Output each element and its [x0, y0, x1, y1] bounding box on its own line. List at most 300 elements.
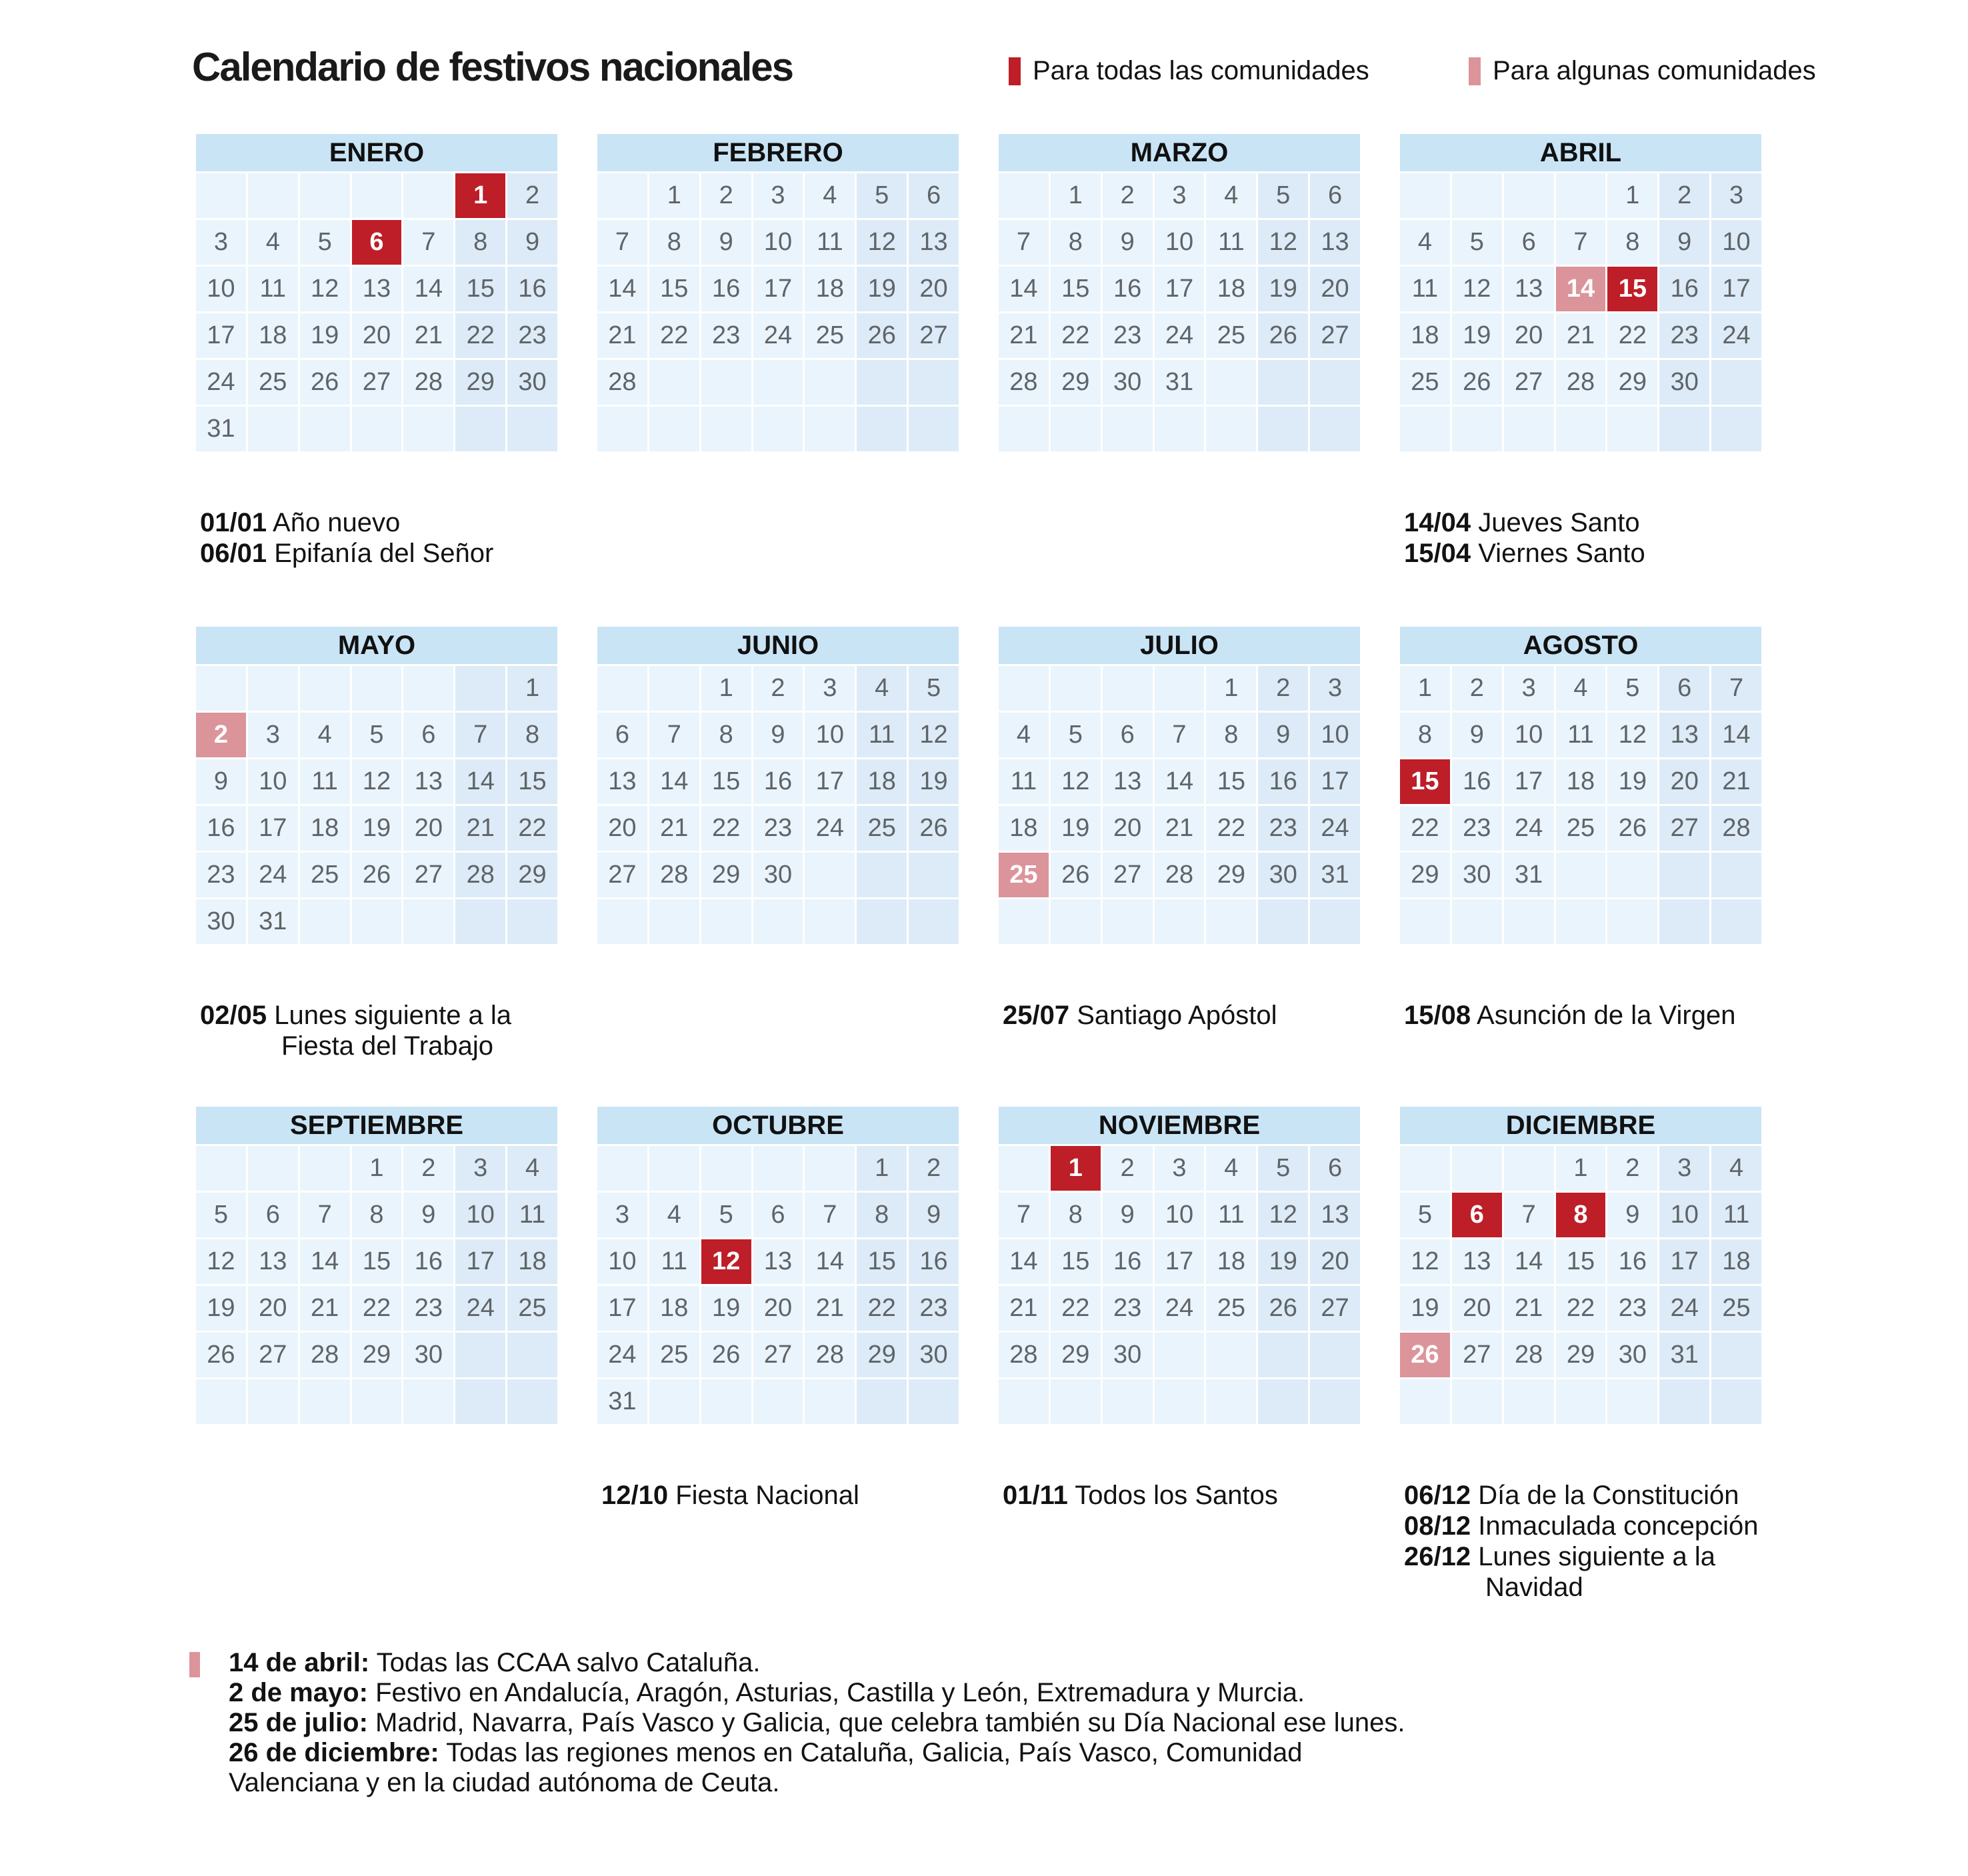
day-cell: 21 [805, 1286, 855, 1331]
month-marzo [999, 134, 1360, 569]
holiday-cell-red: 15 [1400, 759, 1450, 804]
empty-cell [1504, 1379, 1554, 1424]
empty-cell [909, 407, 959, 451]
day-cell: 12 [1258, 220, 1308, 265]
empty-cell [1258, 360, 1308, 405]
empty-cell [196, 1379, 246, 1424]
day-cell: 16 [196, 806, 246, 851]
day-cell: 6 [909, 173, 959, 218]
day-cell: 23 [1103, 1286, 1153, 1331]
day-cell: 31 [1659, 1333, 1709, 1377]
month-grid [597, 1146, 959, 1424]
day-cell: 10 [1504, 713, 1554, 757]
day-cell: 3 [1659, 1146, 1709, 1191]
day-cell: 1 [1206, 666, 1256, 711]
empty-cell [1310, 1379, 1360, 1424]
day-cell: 4 [300, 713, 350, 757]
day-cell: 22 [857, 1286, 907, 1331]
day-cell: 20 [1659, 759, 1709, 804]
day-cell: 12 [1607, 713, 1657, 757]
empty-cell [1103, 1379, 1153, 1424]
empty-cell [1556, 853, 1606, 897]
empty-cell [248, 173, 298, 218]
day-cell: 19 [909, 759, 959, 804]
empty-cell [857, 899, 907, 944]
empty-cell [701, 899, 751, 944]
day-cell: 4 [248, 220, 298, 265]
day-cell: 3 [196, 220, 246, 265]
day-cell: 8 [507, 713, 557, 757]
day-cell: 29 [1206, 853, 1256, 897]
day-cell: 25 [300, 853, 350, 897]
day-cell: 21 [1556, 313, 1606, 358]
day-cell: 10 [597, 1239, 647, 1284]
day-cell: 11 [248, 267, 298, 311]
day-cell: 23 [1659, 313, 1709, 358]
empty-cell [1258, 407, 1308, 451]
month-diciembre [1400, 1107, 1761, 1603]
day-cell: 26 [196, 1333, 246, 1377]
month-note: 01/11 Todos los Santos [1003, 1481, 1278, 1510]
empty-cell [300, 1379, 350, 1424]
day-cell: 28 [1155, 853, 1205, 897]
footnote-swatch-pink [189, 1652, 200, 1677]
day-cell: 20 [248, 1286, 298, 1331]
holiday-cell-red: 1 [455, 173, 505, 218]
month-grid [999, 1146, 1360, 1424]
empty-cell [1504, 407, 1554, 451]
empty-cell [909, 360, 959, 405]
empty-cell [649, 666, 699, 711]
day-cell: 5 [300, 220, 350, 265]
day-cell: 21 [455, 806, 505, 851]
day-cell: 25 [1206, 1286, 1256, 1331]
day-cell: 5 [1400, 1193, 1450, 1237]
day-cell: 3 [455, 1146, 505, 1191]
day-cell: 7 [1504, 1193, 1554, 1237]
day-cell: 6 [1103, 713, 1153, 757]
day-cell: 31 [1310, 853, 1360, 897]
day-cell: 24 [597, 1333, 647, 1377]
day-cell: 17 [248, 806, 298, 851]
day-cell: 18 [1400, 313, 1450, 358]
empty-cell [597, 1146, 647, 1191]
day-cell: 31 [597, 1379, 647, 1424]
day-cell: 27 [1452, 1333, 1502, 1377]
day-cell: 10 [1155, 220, 1205, 265]
day-cell: 11 [1206, 220, 1256, 265]
day-cell: 29 [1400, 853, 1450, 897]
day-cell: 4 [507, 1146, 557, 1191]
month-title: NOVIEMBRE [999, 1107, 1360, 1144]
month-note: 01/01 Año nuevo [200, 508, 401, 537]
day-cell: 15 [455, 267, 505, 311]
empty-cell [1711, 1333, 1761, 1377]
empty-cell [1452, 407, 1502, 451]
day-cell: 21 [999, 313, 1049, 358]
day-cell: 3 [1155, 1146, 1205, 1191]
day-cell: 7 [403, 220, 453, 265]
day-cell: 5 [1258, 1146, 1308, 1191]
empty-cell [455, 1379, 505, 1424]
day-cell: 17 [455, 1239, 505, 1284]
day-cell: 26 [1258, 313, 1308, 358]
month-title: ABRIL [1400, 134, 1761, 171]
day-cell: 8 [352, 1193, 402, 1237]
day-cell: 15 [857, 1239, 907, 1284]
day-cell: 2 [701, 173, 751, 218]
day-cell: 23 [196, 853, 246, 897]
day-cell: 18 [1206, 267, 1256, 311]
day-cell: 16 [1659, 267, 1709, 311]
day-cell: 26 [857, 313, 907, 358]
day-cell: 20 [597, 806, 647, 851]
day-cell: 25 [1711, 1286, 1761, 1331]
day-cell: 25 [805, 313, 855, 358]
day-cell: 12 [1051, 759, 1101, 804]
day-cell: 29 [1051, 360, 1101, 405]
day-cell: 13 [1310, 1193, 1360, 1237]
footnote-text [229, 1648, 1405, 1798]
day-cell: 22 [1051, 313, 1101, 358]
day-cell: 16 [909, 1239, 959, 1284]
empty-cell [403, 899, 453, 944]
empty-cell [507, 899, 557, 944]
day-cell: 13 [1103, 759, 1153, 804]
empty-cell [999, 899, 1049, 944]
empty-cell [1452, 1379, 1502, 1424]
day-cell: 19 [300, 313, 350, 358]
day-cell: 2 [909, 1146, 959, 1191]
day-cell: 27 [597, 853, 647, 897]
day-cell: 3 [597, 1193, 647, 1237]
day-cell: 4 [805, 173, 855, 218]
legend-swatch-some-pink [1469, 57, 1481, 85]
month-enero [196, 134, 557, 569]
empty-cell [1504, 1146, 1554, 1191]
day-cell: 16 [1103, 267, 1153, 311]
month-agosto [1400, 627, 1761, 1061]
day-cell: 20 [1310, 1239, 1360, 1284]
empty-cell [857, 360, 907, 405]
day-cell: 27 [248, 1333, 298, 1377]
day-cell: 2 [1659, 173, 1709, 218]
month-title: AGOSTO [1400, 627, 1761, 664]
empty-cell [1452, 173, 1502, 218]
day-cell: 13 [1659, 713, 1709, 757]
day-cell: 28 [1711, 806, 1761, 851]
day-cell: 24 [455, 1286, 505, 1331]
month-notes [196, 507, 557, 569]
day-cell: 6 [248, 1193, 298, 1237]
day-cell: 11 [649, 1239, 699, 1284]
empty-cell [1607, 899, 1657, 944]
day-cell: 30 [1659, 360, 1709, 405]
day-cell: 17 [753, 267, 803, 311]
legend-label-some: Para algunas comunidades [1493, 56, 1816, 85]
day-cell: 17 [1155, 1239, 1205, 1284]
day-cell: 16 [507, 267, 557, 311]
month-title: MARZO [999, 134, 1360, 171]
day-cell: 4 [999, 713, 1049, 757]
day-cell: 30 [507, 360, 557, 405]
month-grid [597, 173, 959, 451]
day-cell: 17 [805, 759, 855, 804]
day-cell: 1 [1607, 173, 1657, 218]
day-cell: 21 [649, 806, 699, 851]
day-cell: 24 [1711, 313, 1761, 358]
empty-cell [597, 173, 647, 218]
day-cell: 24 [1155, 1286, 1205, 1331]
day-cell: 28 [649, 853, 699, 897]
day-cell: 19 [857, 267, 907, 311]
day-cell: 10 [1711, 220, 1761, 265]
day-cell: 7 [1155, 713, 1205, 757]
day-cell: 28 [300, 1333, 350, 1377]
empty-cell [1051, 407, 1101, 451]
day-cell: 27 [1504, 360, 1554, 405]
day-cell: 27 [1310, 1286, 1360, 1331]
day-cell: 3 [805, 666, 855, 711]
empty-cell [909, 1379, 959, 1424]
day-cell: 2 [1258, 666, 1308, 711]
empty-cell [1206, 407, 1256, 451]
month-noviembre [999, 1107, 1360, 1603]
day-cell: 6 [1659, 666, 1709, 711]
day-cell: 22 [1607, 313, 1657, 358]
day-cell: 2 [507, 173, 557, 218]
day-cell: 8 [1051, 220, 1101, 265]
day-cell: 21 [999, 1286, 1049, 1331]
empty-cell [649, 1379, 699, 1424]
empty-cell [805, 407, 855, 451]
month-note: 12/10 Fiesta Nacional [601, 1481, 859, 1510]
day-cell: 13 [352, 267, 402, 311]
day-cell: 3 [248, 713, 298, 757]
empty-cell [1310, 407, 1360, 451]
empty-cell [1155, 1333, 1205, 1377]
empty-cell [1051, 1379, 1101, 1424]
empty-cell [1556, 1379, 1606, 1424]
day-cell: 10 [248, 759, 298, 804]
empty-cell [1659, 853, 1709, 897]
day-cell: 17 [1659, 1239, 1709, 1284]
day-cell: 21 [1711, 759, 1761, 804]
empty-cell [1711, 360, 1761, 405]
day-cell: 13 [1504, 267, 1554, 311]
empty-cell [1659, 1379, 1709, 1424]
empty-cell [1400, 407, 1450, 451]
day-cell: 22 [455, 313, 505, 358]
empty-cell [1504, 899, 1554, 944]
empty-cell [1155, 666, 1205, 711]
day-cell: 1 [1556, 1146, 1606, 1191]
day-cell: 12 [196, 1239, 246, 1284]
empty-cell [1711, 853, 1761, 897]
empty-cell [352, 407, 402, 451]
day-cell: 28 [1504, 1333, 1554, 1377]
month-note: 15/08 Asunción de la Virgen [1404, 1001, 1736, 1030]
day-cell: 31 [196, 407, 246, 451]
day-cell: 22 [507, 806, 557, 851]
day-cell: 18 [248, 313, 298, 358]
day-cell: 21 [300, 1286, 350, 1331]
empty-cell [857, 853, 907, 897]
empty-cell [403, 1379, 453, 1424]
day-cell: 6 [1310, 1146, 1360, 1191]
empty-cell [701, 360, 751, 405]
day-cell: 21 [1155, 806, 1205, 851]
day-cell: 13 [909, 220, 959, 265]
day-cell: 27 [1310, 313, 1360, 358]
day-cell: 18 [805, 267, 855, 311]
day-cell: 16 [1103, 1239, 1153, 1284]
empty-cell [1310, 360, 1360, 405]
day-cell: 17 [1310, 759, 1360, 804]
day-cell: 29 [352, 1333, 402, 1377]
day-cell: 4 [1556, 666, 1606, 711]
empty-cell [1103, 666, 1153, 711]
day-cell: 20 [909, 267, 959, 311]
empty-cell [403, 407, 453, 451]
day-cell: 20 [1452, 1286, 1502, 1331]
day-cell: 13 [1310, 220, 1360, 265]
month-grid [597, 666, 959, 944]
day-cell: 4 [649, 1193, 699, 1237]
day-cell: 9 [1258, 713, 1308, 757]
month-grid [1400, 1146, 1761, 1424]
month-julio [999, 627, 1360, 1061]
empty-cell [1258, 1333, 1308, 1377]
empty-cell [597, 407, 647, 451]
day-cell: 22 [352, 1286, 402, 1331]
empty-cell [1155, 1379, 1205, 1424]
day-cell: 9 [1659, 220, 1709, 265]
day-cell: 10 [753, 220, 803, 265]
empty-cell [300, 1146, 350, 1191]
day-cell: 28 [455, 853, 505, 897]
day-cell: 27 [403, 853, 453, 897]
empty-cell [300, 899, 350, 944]
day-cell: 1 [649, 173, 699, 218]
empty-cell [1400, 1146, 1450, 1191]
legend-item-all [1009, 56, 1369, 86]
day-cell: 6 [1310, 173, 1360, 218]
day-cell: 1 [352, 1146, 402, 1191]
day-cell: 28 [597, 360, 647, 405]
empty-cell [248, 666, 298, 711]
day-cell: 11 [1711, 1193, 1761, 1237]
empty-cell [196, 173, 246, 218]
day-cell: 3 [1155, 173, 1205, 218]
month-mayo [196, 627, 557, 1061]
empty-cell [455, 1333, 505, 1377]
day-cell: 4 [1711, 1146, 1761, 1191]
day-cell: 30 [1258, 853, 1308, 897]
day-cell: 3 [1504, 666, 1554, 711]
empty-cell [805, 1146, 855, 1191]
day-cell: 22 [1051, 1286, 1101, 1331]
day-cell: 22 [1556, 1286, 1606, 1331]
month-title: SEPTIEMBRE [196, 1107, 557, 1144]
day-cell: 12 [857, 220, 907, 265]
day-cell: 30 [196, 899, 246, 944]
months-row-2 [196, 627, 1761, 1061]
empty-cell [1206, 899, 1256, 944]
day-cell: 24 [248, 853, 298, 897]
day-cell: 7 [455, 713, 505, 757]
footnote-entry: 25 de julio: Madrid, Navarra, País Vasco y Galicia, que celebra también su Día Nacional ese lunes. [229, 1708, 1405, 1737]
empty-cell [300, 407, 350, 451]
empty-cell [352, 1379, 402, 1424]
month-note: 06/12 Día de la Constitución [1404, 1481, 1739, 1510]
month-note: Fiesta del Trabajo [281, 1031, 493, 1061]
holiday-cell-red: 6 [1452, 1193, 1502, 1237]
day-cell: 17 [1155, 267, 1205, 311]
day-cell: 12 [1400, 1239, 1450, 1284]
month-junio [597, 627, 959, 1061]
month-note: 26/12 Lunes siguiente a la [1404, 1542, 1716, 1571]
day-cell: 28 [999, 360, 1049, 405]
empty-cell [649, 899, 699, 944]
day-cell: 26 [1258, 1286, 1308, 1331]
day-cell: 25 [1556, 806, 1606, 851]
holiday-cell-pink: 2 [196, 713, 246, 757]
day-cell: 18 [857, 759, 907, 804]
day-cell: 29 [1051, 1333, 1101, 1377]
day-cell: 5 [1452, 220, 1502, 265]
holiday-cell-red: 12 [701, 1239, 751, 1284]
holiday-cell-red: 15 [1607, 267, 1657, 311]
day-cell: 20 [1310, 267, 1360, 311]
day-cell: 23 [403, 1286, 453, 1331]
empty-cell [649, 407, 699, 451]
day-cell: 30 [909, 1333, 959, 1377]
day-cell: 23 [1607, 1286, 1657, 1331]
empty-cell [999, 173, 1049, 218]
month-grid [999, 666, 1360, 944]
month-grid [196, 173, 557, 451]
day-cell: 11 [1206, 1193, 1256, 1237]
empty-cell [1711, 407, 1761, 451]
day-cell: 19 [1258, 1239, 1308, 1284]
day-cell: 15 [1051, 1239, 1101, 1284]
holiday-cell-pink: 14 [1556, 267, 1606, 311]
month-note: 08/12 Inmaculada concepción [1404, 1511, 1759, 1541]
day-cell: 16 [1258, 759, 1308, 804]
day-cell: 1 [1051, 173, 1101, 218]
empty-cell [507, 1379, 557, 1424]
day-cell: 28 [403, 360, 453, 405]
day-cell: 15 [1051, 267, 1101, 311]
day-cell: 12 [300, 267, 350, 311]
day-cell: 10 [455, 1193, 505, 1237]
month-note: 02/05 Lunes siguiente a la [200, 1001, 512, 1030]
day-cell: 13 [248, 1239, 298, 1284]
day-cell: 23 [1258, 806, 1308, 851]
day-cell: 11 [300, 759, 350, 804]
day-cell: 25 [649, 1333, 699, 1377]
empty-cell [701, 1379, 751, 1424]
day-cell: 3 [1711, 173, 1761, 218]
day-cell: 25 [1206, 313, 1256, 358]
day-cell: 20 [753, 1286, 803, 1331]
day-cell: 21 [1504, 1286, 1554, 1331]
day-cell: 16 [403, 1239, 453, 1284]
day-cell: 11 [857, 713, 907, 757]
holiday-cell-pink: 26 [1400, 1333, 1450, 1377]
empty-cell [507, 407, 557, 451]
